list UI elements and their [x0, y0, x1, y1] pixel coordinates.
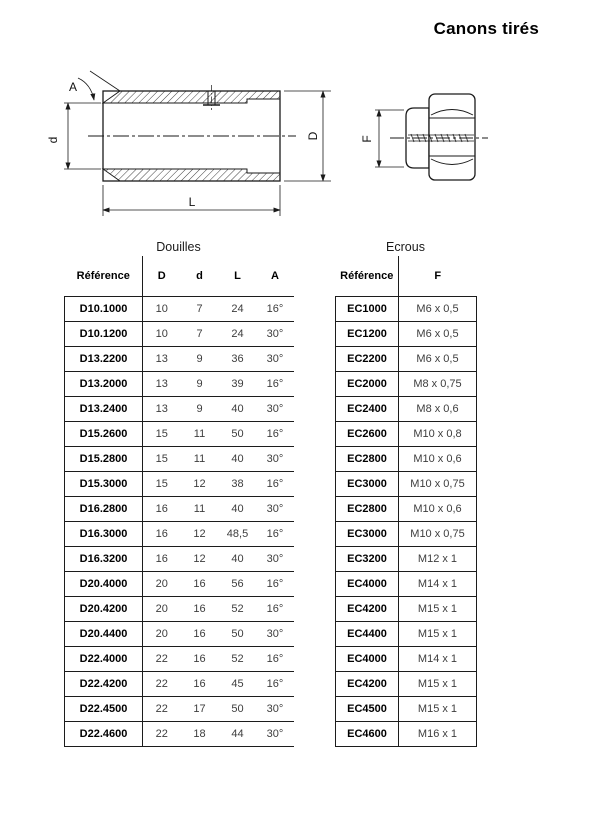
- ecrou-dimensions: [375, 110, 404, 167]
- reference-cell: D20.4200: [65, 597, 143, 622]
- reference-cell: EC1200: [336, 322, 399, 347]
- table-row: [336, 547, 477, 572]
- dimension-label-outer-d: D: [306, 131, 321, 141]
- value-cell: 16: [143, 522, 181, 547]
- table-row: [336, 297, 477, 322]
- column-header: Référence: [65, 256, 143, 297]
- table-row: [65, 672, 294, 697]
- reference-cell: EC3000: [336, 472, 399, 497]
- value-cell: 22: [143, 722, 181, 747]
- column-header: A: [271, 270, 279, 282]
- reference-cell: D20.4400: [65, 622, 143, 647]
- table-row: [65, 522, 294, 547]
- value-cell: M10 x 0,75: [399, 472, 477, 497]
- value-cell: 56: [219, 572, 257, 597]
- value-cell: 20: [143, 622, 181, 647]
- reference-cell: EC2000: [336, 372, 399, 397]
- value-cell: M12 x 1: [399, 547, 477, 572]
- value-cell: 12: [181, 547, 219, 572]
- reference-cell: D15.2800: [65, 447, 143, 472]
- value-cell: 44: [219, 722, 257, 747]
- value-cell: 30°: [257, 697, 294, 722]
- value-cell: M8 x 0,75: [399, 372, 477, 397]
- value-cell: 15: [143, 447, 181, 472]
- table-row: [336, 647, 477, 672]
- value-cell: 50: [219, 422, 257, 447]
- value-cell: 50: [219, 697, 257, 722]
- table-row: [336, 622, 477, 647]
- value-cell: 30°: [257, 622, 294, 647]
- reference-cell: EC2600: [336, 422, 399, 447]
- table-row: [65, 397, 294, 422]
- value-cell: 22: [143, 647, 181, 672]
- value-cell: 24: [219, 297, 257, 322]
- table-row: [336, 572, 477, 597]
- page-title: Canons tirés: [433, 19, 539, 38]
- value-cell: M6 x 0,5: [399, 297, 477, 322]
- reference-cell: EC3200: [336, 547, 399, 572]
- value-cell: M6 x 0,5: [399, 322, 477, 347]
- value-cell: 30°: [257, 497, 294, 522]
- reference-cell: D16.2800: [65, 497, 143, 522]
- ecrous-section: [335, 240, 476, 747]
- reference-cell: EC2400: [336, 397, 399, 422]
- douilles-section-title: Douilles: [156, 240, 201, 254]
- table-row: [65, 547, 294, 572]
- reference-cell: EC2800: [336, 447, 399, 472]
- value-cell: 9: [181, 372, 219, 397]
- ecrou-technical-drawing: [355, 85, 520, 200]
- value-cell: 48,5: [219, 522, 257, 547]
- table-row: [336, 522, 477, 547]
- reference-cell: EC4200: [336, 672, 399, 697]
- value-cell: 16°: [257, 472, 294, 497]
- value-cell: 16°: [257, 522, 294, 547]
- value-cell: M6 x 0,5: [399, 347, 477, 372]
- reference-cell: D16.3200: [65, 547, 143, 572]
- value-cell: 11: [181, 422, 219, 447]
- reference-cell: D10.1200: [65, 322, 143, 347]
- table-row: [65, 622, 294, 647]
- table-row: [336, 497, 477, 522]
- value-cell: 30°: [257, 722, 294, 747]
- value-cell: 36: [219, 347, 257, 372]
- value-cell: 11: [181, 497, 219, 522]
- value-cell: M10 x 0,6: [399, 447, 477, 472]
- reference-cell: D15.2600: [65, 422, 143, 447]
- value-cell: 40: [219, 497, 257, 522]
- value-cell: 38: [219, 472, 257, 497]
- value-cell: 30°: [257, 447, 294, 472]
- reference-cell: EC2200: [336, 347, 399, 372]
- table-row: [336, 722, 477, 747]
- ecrous-table-body: [336, 297, 477, 747]
- dimension-label-a: A: [69, 80, 78, 94]
- dimension-label-l: L: [188, 195, 196, 209]
- table-row: [336, 597, 477, 622]
- value-cell: 9: [181, 347, 219, 372]
- value-cell: 11: [181, 447, 219, 472]
- value-cell: M15 x 1: [399, 622, 477, 647]
- table-row: [336, 397, 477, 422]
- value-cell: 50: [219, 622, 257, 647]
- value-cell: 30°: [257, 347, 294, 372]
- value-cell: 7: [181, 322, 219, 347]
- value-cell: 16°: [257, 647, 294, 672]
- value-cell: 16: [143, 547, 181, 572]
- value-cell: 45: [219, 672, 257, 697]
- value-cell: 16°: [257, 372, 294, 397]
- value-cell: 10: [143, 322, 181, 347]
- value-cell: 16: [181, 622, 219, 647]
- value-cell: 30°: [257, 547, 294, 572]
- reference-cell: D22.4200: [65, 672, 143, 697]
- value-cell: 12: [181, 522, 219, 547]
- reference-cell: D20.4000: [65, 572, 143, 597]
- table-row: [336, 697, 477, 722]
- table-row: [65, 697, 294, 722]
- table-row: [65, 597, 294, 622]
- value-cell: 16: [181, 672, 219, 697]
- value-cell: 24: [219, 322, 257, 347]
- reference-cell: D13.2000: [65, 372, 143, 397]
- reference-cell: D13.2200: [65, 347, 143, 372]
- reference-cell: D10.1000: [65, 297, 143, 322]
- value-cell: 16: [143, 497, 181, 522]
- douilles-table: [64, 256, 294, 747]
- value-cell: 16: [181, 647, 219, 672]
- value-cell: 15: [143, 472, 181, 497]
- table-row: [65, 572, 294, 597]
- value-cell: 40: [219, 447, 257, 472]
- table-row: [65, 647, 294, 672]
- reference-cell: EC4000: [336, 647, 399, 672]
- table-row: [65, 422, 294, 447]
- table-row: [65, 372, 294, 397]
- table-row: [65, 722, 294, 747]
- reference-cell: EC1000: [336, 297, 399, 322]
- dimension-label-f: F: [360, 135, 375, 143]
- reference-cell: D16.3000: [65, 522, 143, 547]
- value-cell: 52: [219, 597, 257, 622]
- reference-cell: D22.4500: [65, 697, 143, 722]
- ecrous-table: [335, 256, 477, 747]
- value-cell: 39: [219, 372, 257, 397]
- value-cell: 40: [219, 397, 257, 422]
- value-cell: M10 x 0,8: [399, 422, 477, 447]
- reference-cell: D22.4000: [65, 647, 143, 672]
- value-cell: M14 x 1: [399, 647, 477, 672]
- value-cell: M10 x 0,75: [399, 522, 477, 547]
- table-row: [336, 322, 477, 347]
- value-cell: M16 x 1: [399, 722, 477, 747]
- value-cell: 16°: [257, 572, 294, 597]
- value-cell: 16°: [257, 672, 294, 697]
- value-cell: 9: [181, 397, 219, 422]
- reference-cell: EC4200: [336, 597, 399, 622]
- value-cell: 20: [143, 572, 181, 597]
- value-cell: 20: [143, 597, 181, 622]
- value-cell: M14 x 1: [399, 572, 477, 597]
- reference-cell: EC4400: [336, 622, 399, 647]
- reference-cell: D15.3000: [65, 472, 143, 497]
- table-row: [65, 297, 294, 322]
- table-row: [65, 347, 294, 372]
- value-cell: 30°: [257, 322, 294, 347]
- value-cell: M15 x 1: [399, 697, 477, 722]
- value-cell: 22: [143, 672, 181, 697]
- table-row: [65, 447, 294, 472]
- value-cell: 10: [143, 297, 181, 322]
- value-cell: 7: [181, 297, 219, 322]
- value-cell: 52: [219, 647, 257, 672]
- value-cell: 16°: [257, 597, 294, 622]
- douilles-section: [64, 240, 293, 747]
- table-row: [65, 472, 294, 497]
- douilles-header-row: [65, 256, 294, 297]
- table-row: [336, 672, 477, 697]
- column-header: Référence: [336, 256, 399, 297]
- value-cell: 15: [143, 422, 181, 447]
- table-row: [336, 422, 477, 447]
- ecrous-section-title: Ecrous: [386, 240, 425, 254]
- value-cell: 16: [181, 597, 219, 622]
- reference-cell: EC2800: [336, 497, 399, 522]
- reference-cell: EC3000: [336, 522, 399, 547]
- ecrous-header-row: [336, 256, 477, 297]
- dimension-label-d: d: [46, 136, 61, 144]
- reference-cell: EC4500: [336, 697, 399, 722]
- value-cell: 13: [143, 372, 181, 397]
- reference-cell: EC4600: [336, 722, 399, 747]
- column-header: L: [234, 270, 241, 282]
- table-row: [336, 347, 477, 372]
- value-cell: 22: [143, 697, 181, 722]
- reference-cell: D13.2400: [65, 397, 143, 422]
- table-row: [336, 372, 477, 397]
- value-cell: 16: [181, 572, 219, 597]
- value-cell: 17: [181, 697, 219, 722]
- douilles-table-body: [65, 297, 294, 747]
- ecrou-body: [406, 94, 475, 180]
- value-cell: 16°: [257, 297, 294, 322]
- reference-cell: EC4000: [336, 572, 399, 597]
- value-cell: 13: [143, 397, 181, 422]
- value-cell: 18: [181, 722, 219, 747]
- table-row: [336, 472, 477, 497]
- table-row: [336, 447, 477, 472]
- value-cell: 30°: [257, 397, 294, 422]
- value-cell: M10 x 0,6: [399, 497, 477, 522]
- douille-technical-drawing: [40, 60, 340, 230]
- reference-cell: D22.4600: [65, 722, 143, 747]
- table-row: [65, 497, 294, 522]
- column-header: F: [434, 270, 442, 282]
- value-cell: M15 x 1: [399, 672, 477, 697]
- value-cell: 16°: [257, 422, 294, 447]
- value-cell: M15 x 1: [399, 597, 477, 622]
- value-cell: 40: [219, 547, 257, 572]
- column-header: D: [157, 270, 166, 282]
- value-cell: M8 x 0,6: [399, 397, 477, 422]
- value-cell: 12: [181, 472, 219, 497]
- table-row: [65, 322, 294, 347]
- column-header: d: [196, 270, 203, 282]
- value-cell: 13: [143, 347, 181, 372]
